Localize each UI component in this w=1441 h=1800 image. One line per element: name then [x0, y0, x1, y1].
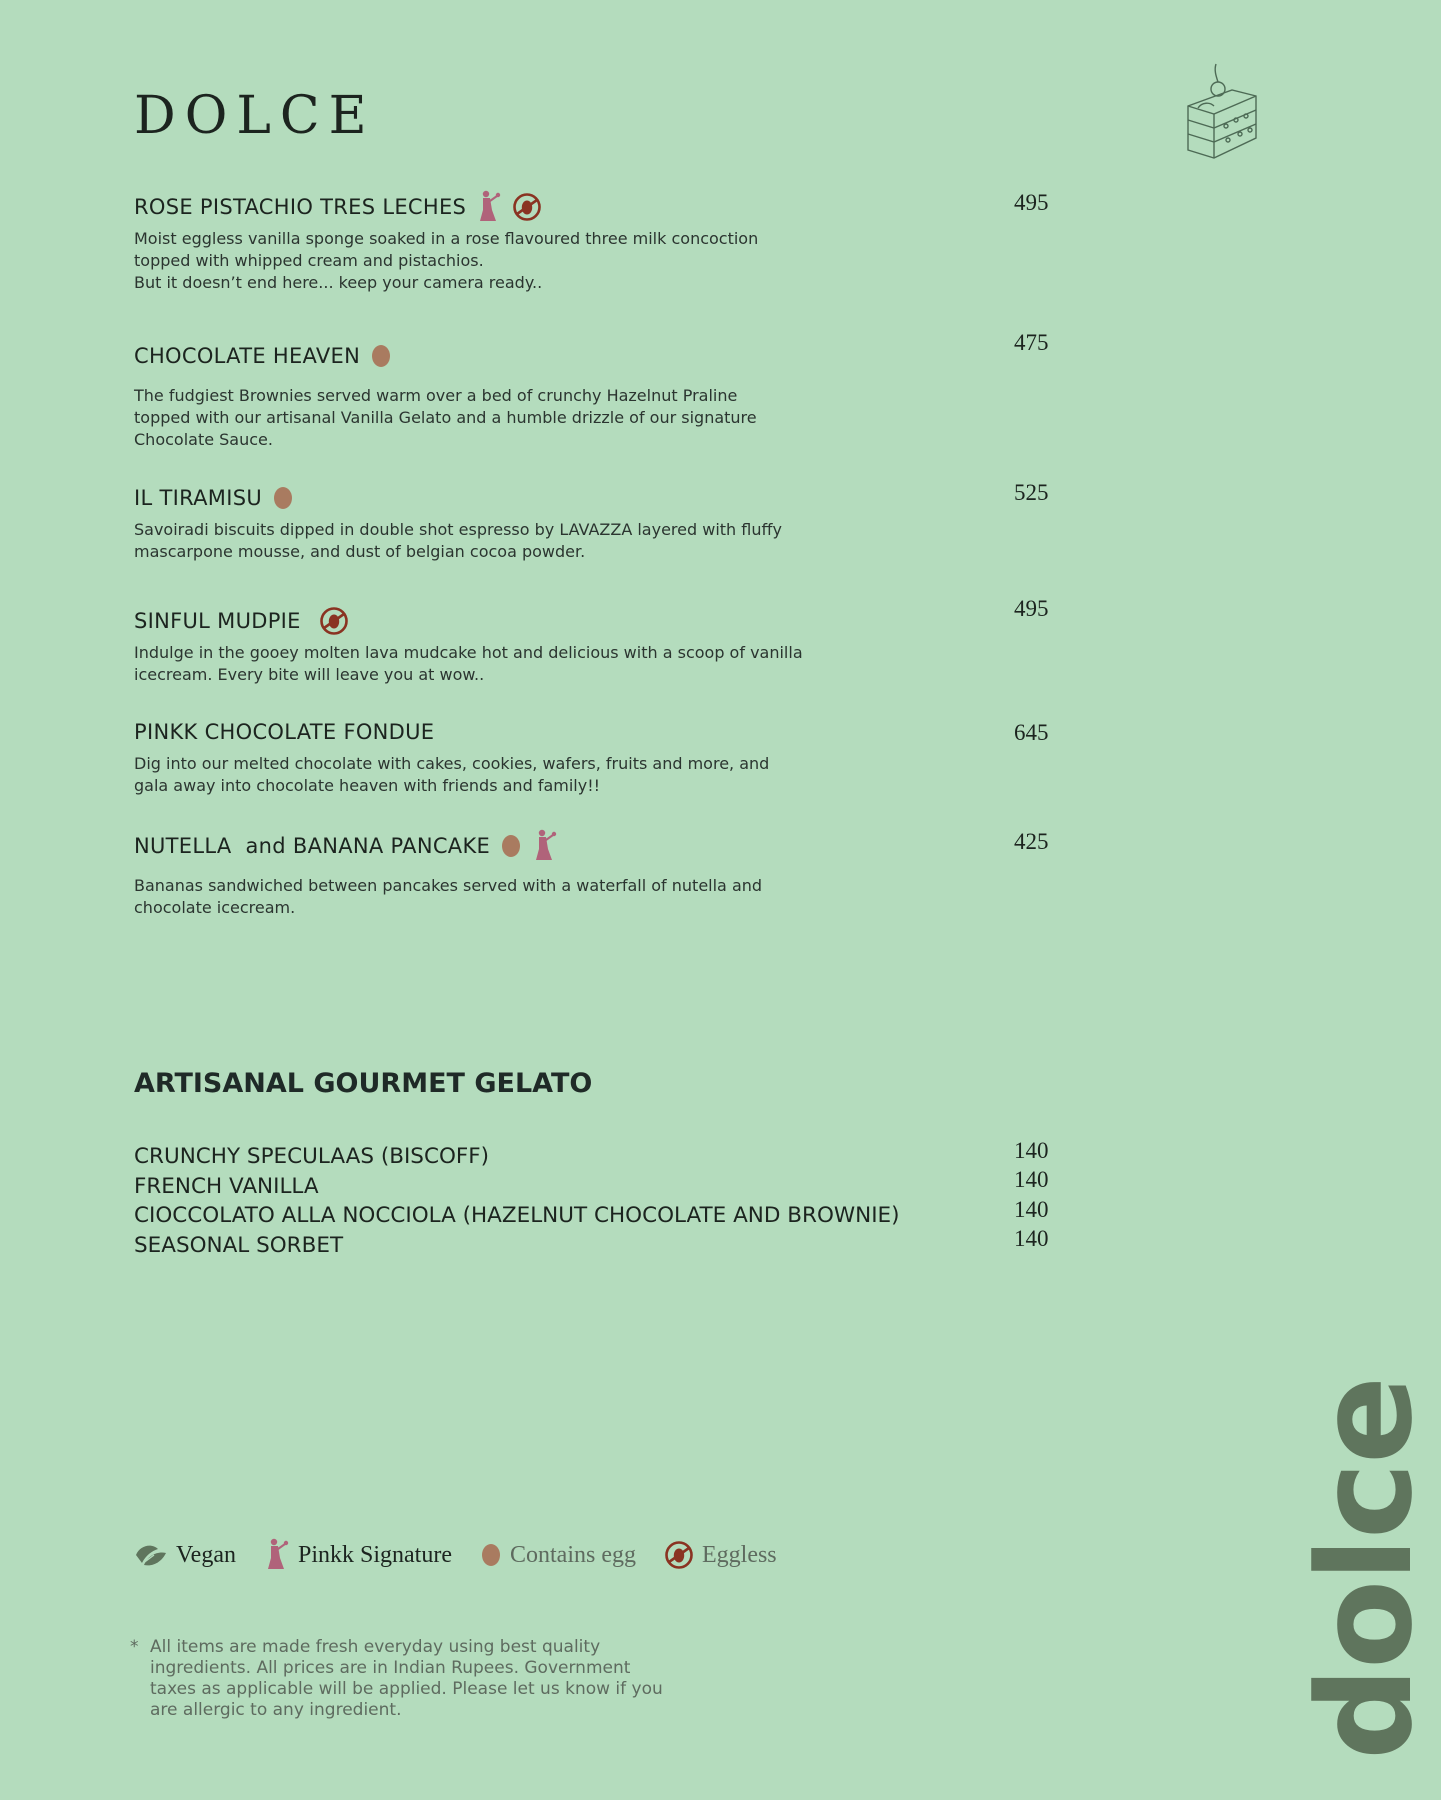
footnote [130, 1637, 670, 1721]
dietary-legend [134, 1538, 805, 1572]
menu-item [134, 604, 1054, 686]
menu-item [134, 339, 1054, 451]
menu-item [134, 829, 1054, 919]
item-name: ROSE PISTACHIO TRES LECHES [134, 195, 467, 219]
item-name: CHOCOLATE HEAVEN [134, 344, 361, 368]
item-price: 645 [1014, 720, 1049, 745]
footnote-text: All items are made fresh everyday using best quality ingredients. All prices are in Indian Rupees. Government taxes as applicable will be applied. Please let us know if you are allergic to any ingredient. [150, 1637, 663, 1720]
gelato-name: SEASONAL SORBET [134, 1232, 344, 1258]
item-description: Bananas sandwiched between pancakes served with a waterfall of nutella and chocolate icecream. [134, 876, 763, 917]
item-description: Moist eggless vanilla sponge soaked in a rose flavoured three milk concoction topped with whipped cream and pistachios. But it doesn’t end here... keep your camera ready.. [134, 229, 759, 292]
contains-egg-icon [500, 833, 522, 859]
page-title: DOLCE [134, 86, 376, 146]
contains-egg-icon [272, 485, 294, 511]
legend-contains-egg [480, 1542, 636, 1569]
item-name: NUTELLA and BANANA PANCAKE [134, 834, 491, 858]
item-price: 525 [1014, 480, 1049, 505]
legend-label: Eggless [701, 1541, 777, 1568]
item-description: Savoiradi biscuits dipped in double shot espresso by LAVAZZA layered with fluffy mascarpone mousse, and dust of belgian cocoa powder. [134, 520, 782, 561]
item-description: Indulge in the gooey molten lava mudcake hot and delicious with a scoop of vanilla icecream. Every bite will leave you at wow.. [134, 643, 803, 684]
item-name: IL TIRAMISU [134, 486, 263, 510]
contains-egg-icon [480, 1542, 502, 1568]
item-name: SINFUL MUDPIE [134, 609, 301, 633]
gelato-section-title: ARTISANAL GOURMET GELATO [134, 1068, 593, 1099]
item-price: 495 [1014, 190, 1049, 215]
cake-slice-icon [1180, 62, 1264, 158]
item-description: The fudgiest Brownies served warm over a bed of crunchy Hazelnut Praline topped with our artisanal Vanilla Gelato and a humble drizzle of our signature Chocolate Sauce. [134, 386, 757, 449]
pinkk-signature-icon [532, 829, 558, 863]
item-price: 475 [1014, 330, 1049, 355]
pinkk-signature-icon [264, 1538, 290, 1572]
gelato-price: 140 [1014, 1196, 1049, 1222]
eggless-icon [512, 192, 542, 222]
menu-item [134, 481, 1054, 563]
legend-label: Vegan [176, 1541, 236, 1568]
pinkk-signature-icon [476, 190, 502, 224]
gelato-price: 140 [1014, 1167, 1049, 1193]
gelato-name: CRUNCHY SPECULAAS (BISCOFF) [134, 1144, 490, 1170]
menu-item [134, 715, 1054, 797]
gelato-prices [1014, 1136, 1049, 1254]
eggless-icon [664, 1540, 694, 1570]
item-price: 495 [1014, 596, 1049, 621]
legend-vegan [134, 1541, 236, 1569]
contains-egg-icon [370, 343, 392, 369]
item-name: PINKK CHOCOLATE FONDUE [134, 720, 435, 744]
gelato-price: 140 [1014, 1226, 1049, 1252]
side-brand-word: dolce [1289, 1377, 1441, 1760]
menu-item [134, 190, 1054, 294]
footnote-asterisk: * [130, 1637, 139, 1657]
gelato-price: 140 [1014, 1137, 1049, 1163]
vegan-leaf-icon [134, 1541, 168, 1569]
gelato-name: CIOCCOLATO ALLA NOCCIOLA (HAZELNUT CHOCOLATE AND BROWNIE) [134, 1203, 900, 1229]
legend-eggless [664, 1540, 777, 1570]
gelato-name: FRENCH VANILLA [134, 1173, 319, 1199]
legend-label: Contains egg [509, 1541, 636, 1568]
legend-pinkk-signature [264, 1538, 452, 1572]
gelato-list [134, 1142, 900, 1260]
eggless-icon [319, 606, 349, 636]
item-description: Dig into our melted chocolate with cakes, cookies, wafers, fruits and more, and gala away into chocolate heaven with friends and family!! [134, 754, 770, 795]
legend-label: Pinkk Signature [297, 1541, 452, 1568]
item-price: 425 [1014, 829, 1049, 854]
